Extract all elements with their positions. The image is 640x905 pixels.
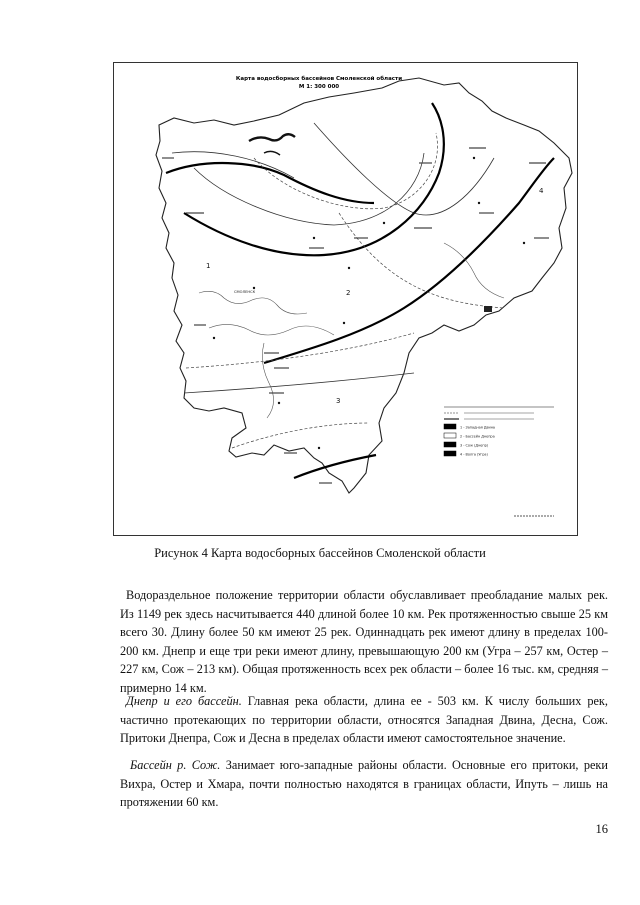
paragraph-3 (120, 756, 608, 812)
contour-5 (186, 333, 414, 368)
basin-boundary-arc (184, 103, 444, 255)
contour-4 (314, 123, 494, 215)
paragraph-2-text: Главная река области, длина ее - 503 км. К числу больших рек, частично протекающих по территории области, относятся Западная Двина, Десна, Сож. Притоки Днепра, Сож и Десна в пределах области имеют самостоятельное значение. (120, 694, 608, 745)
legend-swatch-3 (444, 442, 456, 447)
paragraph-2-lead: Днепр и его бассейн. (126, 694, 242, 708)
settlement-markers (213, 157, 525, 449)
basin-number-2: 2 (346, 289, 351, 297)
map-legend (444, 407, 554, 457)
city-label: СМОЛЕНСК (234, 290, 256, 294)
settlement-block (484, 306, 492, 312)
legend-item-2: 2 - Бассейн Днепра (460, 434, 495, 439)
paragraph-1 (120, 586, 608, 697)
map-title: Карта водосборных бассейнов Смоленской области (235, 76, 403, 82)
legend-swatch-1 (444, 424, 456, 429)
contour-8 (339, 213, 504, 308)
basin-boundary-south (294, 455, 376, 478)
contour-3 (254, 133, 437, 209)
river-2 (209, 324, 334, 335)
legend-item-3: 3 - Сож (Днепр) (460, 443, 489, 448)
legend-swatch-4 (444, 451, 456, 456)
paragraph-2 (120, 692, 608, 748)
basin-number-4: 4 (539, 187, 544, 195)
legend-item-4: 4 - Волга (Угра) (460, 452, 488, 457)
basin-map (114, 63, 579, 537)
northern-lakes (249, 134, 295, 141)
map-scale: М 1: 300 000 (298, 84, 340, 90)
river-1 (199, 291, 307, 314)
basin-boundary-north (166, 163, 374, 203)
paragraph-3-lead: Бассейн р. Сож. (130, 758, 221, 772)
basin-number-1: 1 (206, 262, 211, 270)
map-figure (113, 62, 578, 536)
figure-caption: Рисунок 4 Карта водосборных бассейнов Смоленской области (154, 546, 486, 560)
basin-number-3: 3 (336, 397, 341, 405)
place-labels (162, 148, 549, 483)
basin-boundary-diagonal (264, 158, 554, 363)
contour-7 (232, 423, 369, 448)
contour-6 (184, 373, 414, 393)
region-outline (156, 78, 572, 493)
legend-item-1: 1 - Западная Двина (460, 425, 495, 430)
paragraph-3-text: Занимает юго-западные районы области. Основные его притоки, реки Вихра, Остер и Хмара, почти полностью находятся в границах области, Ипуть – лишь на протяжении 60 км. (120, 758, 608, 809)
paragraph-1-text: Водораздельное положение территории области обуславливает преобладание малых рек. Из 1149 рек здесь насчитывается 440 длиной более 10 км. Рек протяженностью свыше 25 км всего 30. Длину более 50 км имеют 25 рек. Одиннадцать рек имеют длину в пределах 100-200 км. Днепр и еще три реки имеют длину, превышающую 200 км (Угра – 257 км, Остер – 227 км, Сож – 213 км). Общая протяженность всех рек области – более 16 тыс. км, средняя – примерно 14 км. (120, 588, 608, 695)
lake-detail (264, 151, 280, 155)
page-number: 16 (595, 822, 608, 836)
river-3 (262, 343, 273, 418)
legend-swatch-2 (444, 433, 456, 438)
